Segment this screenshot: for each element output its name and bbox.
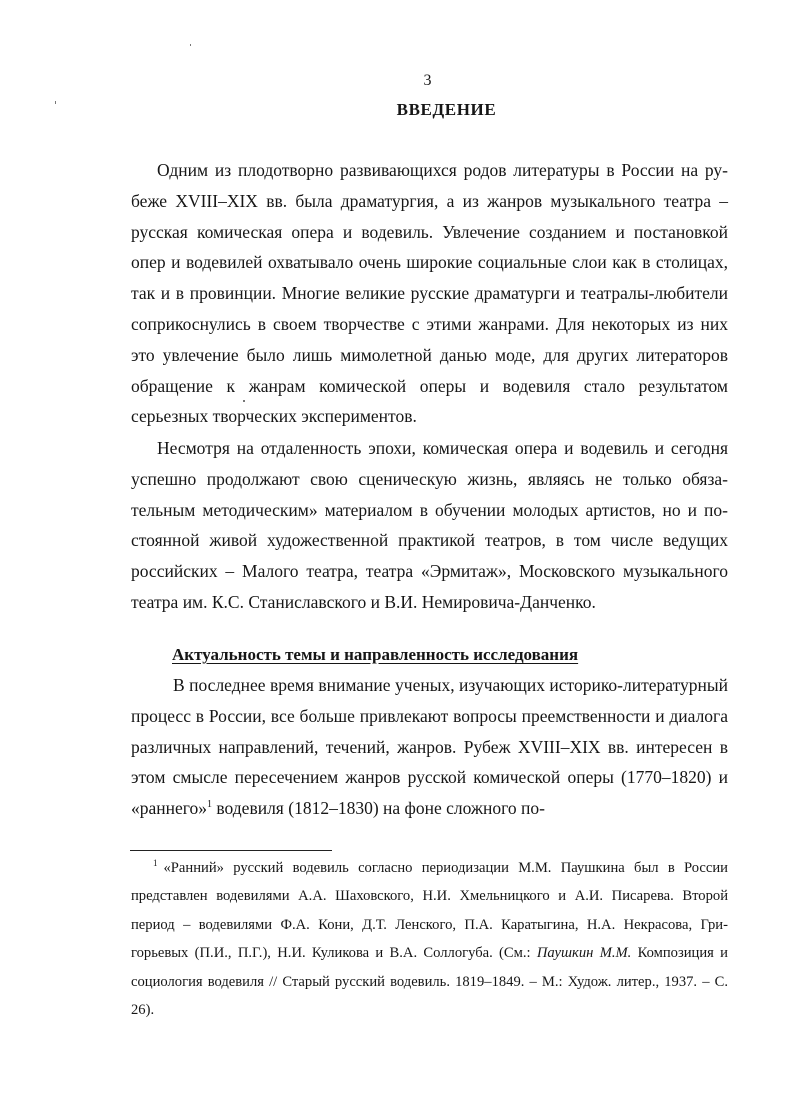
footnote-text: Композиция и социология водевиля // Старый русский водевиль. 1819–1849. – М.: Худож. литер., 1937. – С. 26). xyxy=(131,945,728,1019)
footnote-marker: 1 xyxy=(153,858,158,868)
scan-speck xyxy=(190,44,191,46)
page-number: 3 xyxy=(423,72,432,89)
page-title: ВВЕДЕНИЕ xyxy=(396,100,497,119)
paragraph-text-part: В последнее время внимание ученых, изучающих историко-литературный процесс в России, все больше привлекают вопросы преемственности и диалога различных направлений, течений, жанров. Рубеж XVIII–XIX вв. интересен в этом смысле пересечением жанров русской комической оперы (1770–1820) и «раннего» xyxy=(131,675,728,819)
intro-paragraph xyxy=(131,155,728,432)
section-heading: Актуальность темы и направленность исследования xyxy=(172,645,579,664)
footnote-text: «Ранний» русский водевиль согласно периодизации М.М. Паушкина был в России представлен водевилями А.А. Шаховского, Н.И. Хмельницкого и А.И. Писарева. Второй период – водевилями Ф.А. Кони, Д.Т. Ленского, П.А. Каратыгина, Н.А. Некрасова, Григорьевых (П.И., П.Г.), Н.И. Куликова и В.А. Соллогуба. (См.: xyxy=(131,860,728,962)
footnote xyxy=(131,854,728,1024)
section-paragraph xyxy=(131,670,728,824)
paragraph-text xyxy=(131,670,728,824)
paragraph-text: Одним из плодотворно развивающихся родов литературы в России на рубеже XVIII–XIX вв. была драматургия, а из жанров музыкального театра – русская комическая опера и водевиль. Увлечение созданием и постановкой опер и водевилей охватывало очень широкие социальные слои как в столицах, так и в провинции. Многие великие русские драматурги и театралы-любители соприкоснулись в своем творчестве с этими жанрами. Для некоторых из них это увлечение было лишь мимолетной данью моде, для других литераторов обращение к жанрам комической оперы и водевиля стало результатом серьезных творческих экспериментов. xyxy=(131,160,728,427)
paragraph-text: Несмотря на отдаленность эпохи, комическая опера и водевиль и сегодня успешно продолжают свою сценическую жизнь, являясь не только обязательным методическим» материалом в обучении молодых артистов, но и постоянной живой художественной практикой театров, в том числе ведущих российских – Малого театра, театра «Эрмитаж», Московского музыкального театра им. К.С. Станиславского и В.И. Немировича-Данченко. xyxy=(131,438,728,612)
second-paragraph xyxy=(131,433,728,618)
paragraph-text-part: водевиля (1812–1830) на фоне сложного по- xyxy=(212,798,545,819)
footnote-reference[interactable]: 1 xyxy=(207,799,213,811)
footnote-author: Паушкин М.М. xyxy=(536,945,632,962)
footnote-divider xyxy=(130,850,332,851)
